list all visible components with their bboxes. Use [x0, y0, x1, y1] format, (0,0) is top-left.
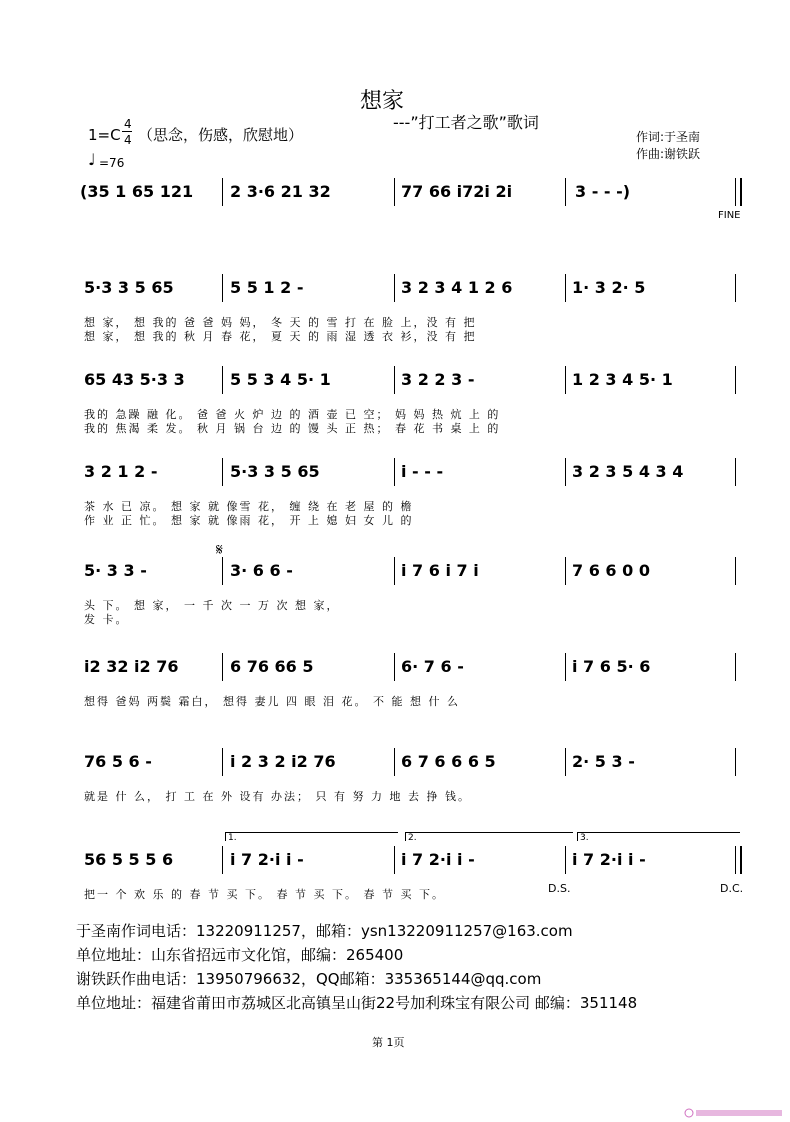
barline [735, 653, 736, 681]
score-segment: i 7 2·i i - [572, 850, 646, 869]
time-signature-top: 4 [124, 117, 132, 131]
score-segment: i 7 2·i i - [230, 850, 304, 869]
final-barline [740, 178, 742, 206]
barline [394, 653, 395, 681]
barline [394, 846, 395, 874]
score-segment: i 2 3 2 i2 76 [230, 752, 336, 771]
barline [394, 274, 395, 302]
site-watermark-logo [684, 1103, 784, 1113]
lyric-line: 把一 个 欢 乐 的 春 节 买 下。 春 节 买 下。 春 节 买 下。 [84, 888, 445, 901]
barline [565, 366, 566, 394]
barline [394, 178, 395, 206]
score-segment: i - - - [401, 462, 444, 481]
score-segment: 3 - - -) [575, 182, 631, 201]
fine-marking: FINE [718, 210, 741, 221]
lyricist-credit: 作词:于圣南 [636, 130, 701, 144]
barline [222, 748, 223, 776]
score-segment: 1· 3 2· 5 [572, 278, 646, 297]
barline [394, 748, 395, 776]
barline [222, 557, 223, 585]
composer-credit: 作曲:谢铁跃 [636, 147, 701, 161]
score-segment: 65 43 5·3 3 [84, 370, 185, 389]
volta-bracket: 1. [225, 832, 398, 841]
barline [394, 366, 395, 394]
score-segment: 6· 7 6 - [401, 657, 464, 676]
score-segment: (35 1 65 121 [80, 182, 194, 201]
score-segment: 5 5 3 4 5· 1 [230, 370, 331, 389]
lyric-line: 我的 急躁 融 化。 爸 爸 火 炉 边 的 酒 壶 已 空； 妈 妈 热 炕 上 的 [84, 408, 501, 421]
barline [565, 748, 566, 776]
dc-marking: D.C. [720, 882, 744, 895]
score-segment: 5· 3 3 - [84, 561, 147, 580]
score-segment: 5·3 3 5 65 [84, 278, 174, 297]
expression-marking: （思念，伤感，欣慰地） [138, 126, 304, 144]
barline [735, 178, 736, 206]
score-segment: 6 7 6 6 6 5 [401, 752, 496, 771]
score-segment: 6 76 66 5 [230, 657, 314, 676]
score-segment: 77 66 i72i 2i [401, 182, 513, 201]
score-segment: 7 6 6 0 0 [572, 561, 650, 580]
barline [735, 366, 736, 394]
barline [735, 557, 736, 585]
barline [394, 557, 395, 585]
score-segment: 3 2 1 2 - [84, 462, 158, 481]
score-segment: 2 3·6 21 32 [230, 182, 331, 201]
barline [735, 748, 736, 776]
ds-marking: D.S. [548, 882, 571, 895]
score-segment: 3 2 3 4 1 2 6 [401, 278, 513, 297]
barline [222, 846, 223, 874]
footer-line: 单位地址：山东省招远市文化馆，邮编：265400 [76, 946, 404, 964]
key-signature: 1=C [88, 126, 121, 144]
lyric-line: 我的 焦渴 柔 发。 秋 月 锅 台 边 的 馒 头 正 热； 春 花 书 桌 上 的 [84, 422, 501, 435]
score-segment: i 7 6 5· 6 [572, 657, 651, 676]
barline [735, 274, 736, 302]
song-subtitle: ---”打工者之歌”歌词 [393, 113, 539, 132]
footer-line: 于圣南作词电话：13220911257，邮箱：ysn13220911257@163.com [76, 922, 573, 940]
score-segment: 5 5 1 2 - [230, 278, 304, 297]
volta-bracket: 2. [405, 832, 573, 841]
segno-icon: 𝄋 [216, 540, 223, 559]
lyric-line: 发 卡。 [84, 613, 129, 626]
footer-line: 单位地址：福建省莆田市荔城区北高镇呈山街22号加利珠宝有限公司 邮编：351148 [76, 994, 638, 1012]
barline [222, 458, 223, 486]
score-segment: 1 2 3 4 5· 1 [572, 370, 673, 389]
score-segment: 3 2 2 3 - [401, 370, 475, 389]
lyric-line: 想 家， 想 我的 爸 爸 妈 妈， 冬 天 的 雪 打 在 脸 上，没 有 把 [84, 316, 477, 329]
barline [735, 458, 736, 486]
score-segment: 5·3 3 5 65 [230, 462, 320, 481]
barline [394, 458, 395, 486]
lyric-line: 头 下。 想 家， 一 千 次 一 万 次 想 家， [84, 599, 340, 612]
score-segment: i 7 6 i 7 i [401, 561, 479, 580]
score-segment: i2 32 i2 76 [84, 657, 179, 676]
song-title: 想家 [360, 89, 405, 114]
barline [735, 846, 736, 874]
score-segment: 3· 6 6 - [230, 561, 293, 580]
barline [565, 458, 566, 486]
time-signature-line [122, 131, 132, 132]
tempo-marking: =76 [99, 156, 125, 170]
final-barline [740, 846, 742, 874]
barline [222, 366, 223, 394]
score-segment: 56 5 5 5 6 [84, 850, 174, 869]
lyric-line: 想得 爸妈 两鬓 霜白， 想得 妻儿 四 眼 泪 花。 不 能 想 什 么 [84, 695, 460, 708]
score-segment: 3 2 3 5 4 3 4 [572, 462, 684, 481]
lyric-line: 作 业 正 忙。 想 家 就 像雨 花， 开 上 媳 妇 女 儿 的 [84, 514, 414, 527]
volta-bracket: 3. [577, 832, 740, 841]
barline [565, 274, 566, 302]
lyric-line: 想 家， 想 我的 秋 月 春 花， 夏 天 的 雨 湿 透 衣 衫，没 有 把 [84, 330, 477, 343]
score-segment: 76 5 6 - [84, 752, 152, 771]
barline [565, 846, 566, 874]
score-segment: i 7 2·i i - [401, 850, 475, 869]
barline [565, 653, 566, 681]
barline [222, 178, 223, 206]
quarter-note-icon: ♩ [88, 150, 96, 169]
lyric-line: 就是 什 么， 打 工 在 外 设有 办法； 只 有 努 力 地 去 挣 钱。 [84, 790, 471, 803]
footer-line: 谢铁跃作曲电话：13950796632，QQ邮箱：335365144@qq.com [76, 970, 542, 988]
barline [565, 178, 566, 206]
time-signature-bottom: 4 [124, 133, 132, 147]
barline [222, 274, 223, 302]
barline [222, 653, 223, 681]
score-segment: 2· 5 3 - [572, 752, 635, 771]
barline [565, 557, 566, 585]
page-number: 第 1页 [372, 1036, 405, 1049]
lyric-line: 茶 水 已 凉。 想 家 就 像雪 花， 缠 绕 在 老 屋 的 檐 [84, 500, 414, 513]
